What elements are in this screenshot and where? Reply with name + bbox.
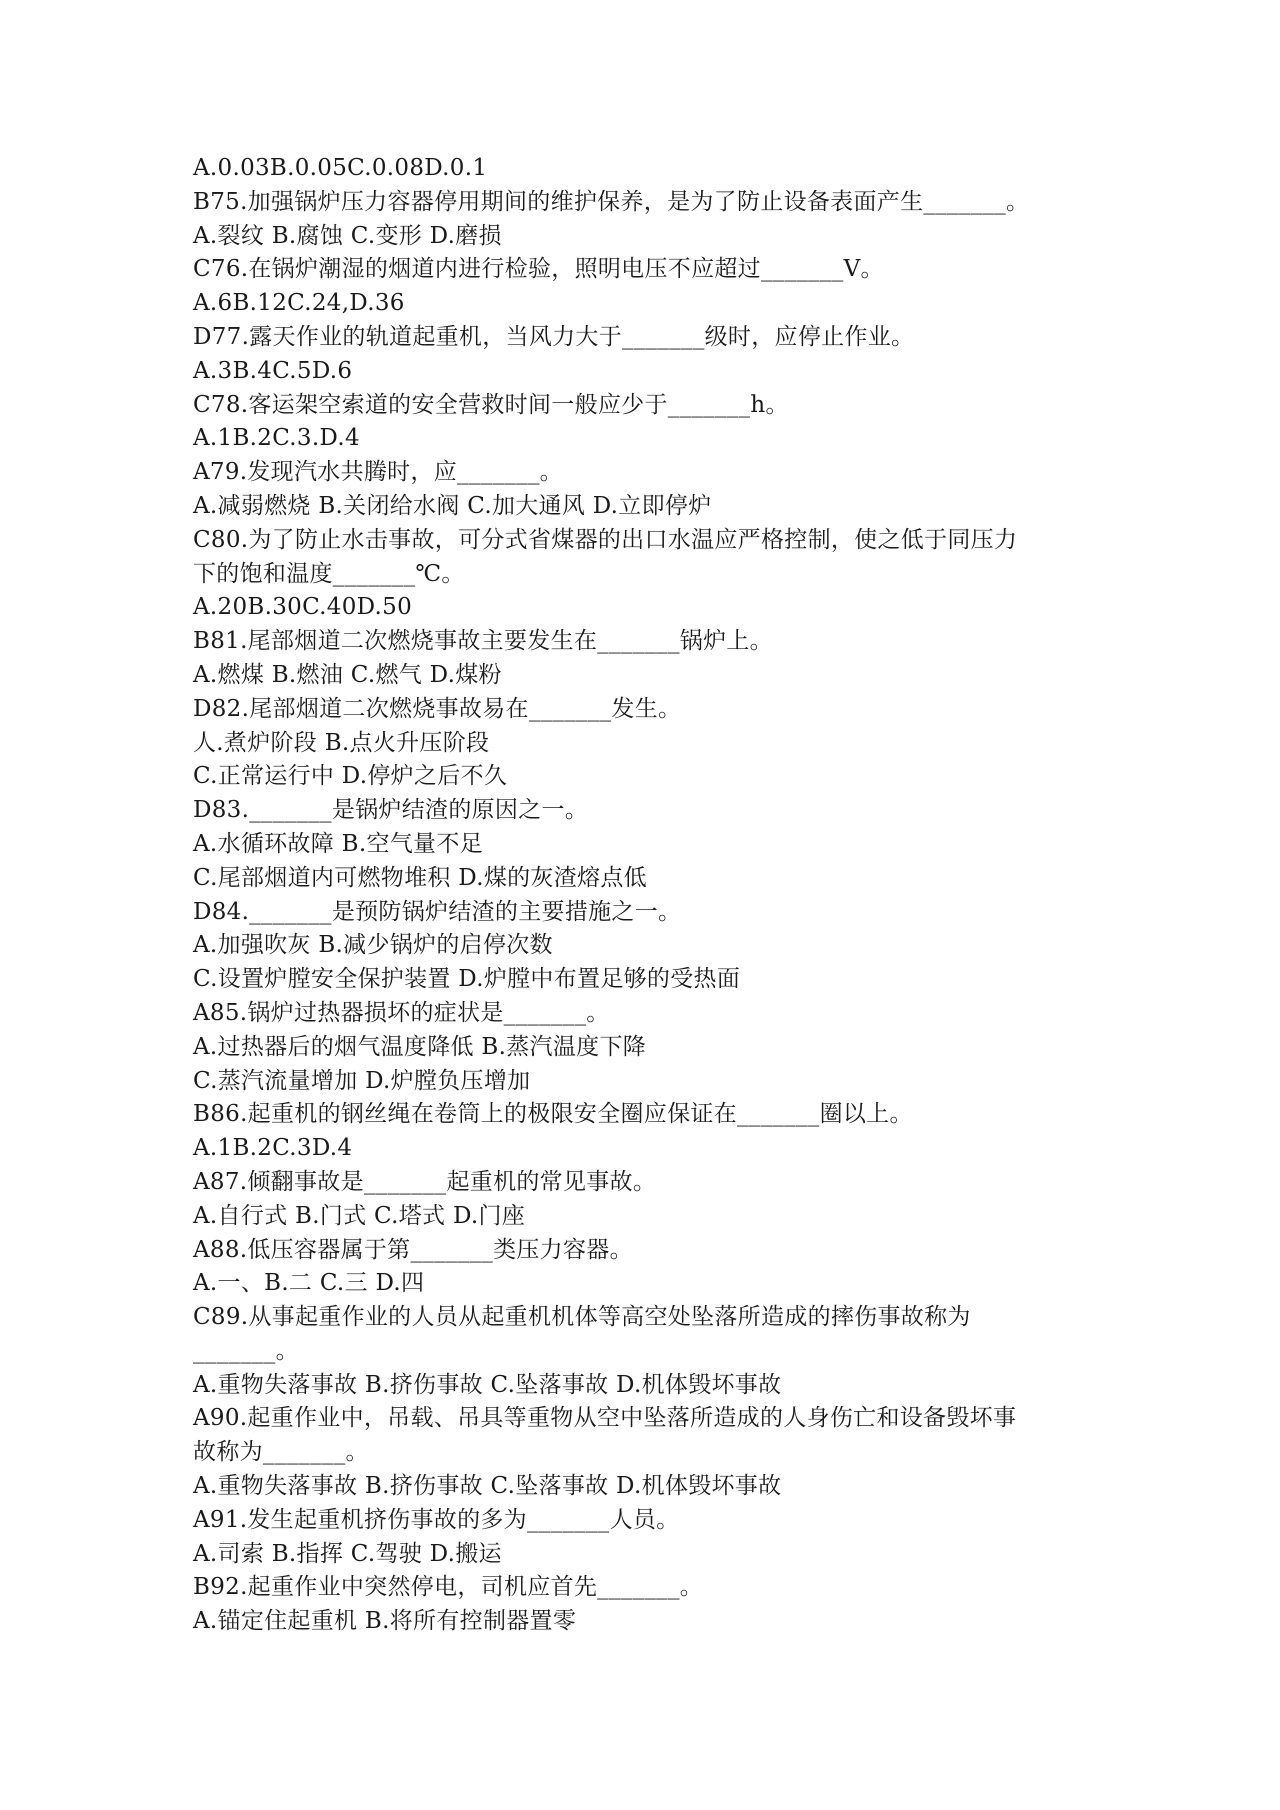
question-line: D83._______是锅炉结渣的原因之一。 [193,797,589,824]
options-line: A.3B.4C.5D.6 [193,357,353,384]
options-line: C.尾部烟道内可燃物堆积 D.煤的灰渣熔点低 [193,864,647,891]
options-line: A.自行式 B.门式 C.塔式 D.门座 [193,1202,526,1229]
options-line: A.减弱燃烧 B.关闭给水阀 C.加大通风 D.立即停炉 [193,492,712,519]
options-line: A.裂纹 B.腐蚀 C.变形 D.磨损 [193,222,502,249]
options-line: A.6B.12C.24,D.36 [193,290,405,317]
question-line: C80.为了防止水击事故，可分式省煤器的出口水温应严格控制，使之低于同压力 [193,526,1018,553]
question-line: C78.客运架空索道的安全营救时间一般应少于_______h。 [193,391,789,418]
document-page [193,152,1093,1639]
question-line: D82.尾部烟道二次燃烧事故易在_______发生。 [193,695,682,722]
options-line: A.水循环故障 B.空气量不足 [193,830,483,857]
options-line: A.过热器后的烟气温度降低 B.蒸汽温度下降 [193,1033,647,1060]
question-line: A91.发生起重机挤伤事故的多为_______人员。 [193,1506,680,1533]
question-line: C76.在锅炉潮湿的烟道内进行检验，照明电压不应超过_______V。 [193,256,884,283]
text-line: A.0.03B.0.05C.0.08D.0.1 [193,155,488,181]
options-line: A.1B.2C.3.D.4 [193,425,360,452]
options-line: A.1B.2C.3D.4 [193,1135,353,1162]
question-line: 故称为_______。 [193,1439,369,1466]
options-line: A.重物失落事故 B.挤伤事故 C.坠落事故 D.机体毁坏事故 [193,1371,782,1398]
question-line: A85.锅炉过热器损坏的症状是_______。 [193,999,610,1026]
options-line: A.重物失落事故 B.挤伤事故 C.坠落事故 D.机体毁坏事故 [193,1473,782,1500]
options-line: 人.煮炉阶段 B.点火升压阶段 [193,729,490,756]
options-line: C.正常运行中 D.停炉之后不久 [193,763,508,790]
options-line: A.锚定住起重机 B.将所有控制器置零 [193,1608,577,1635]
question-line: A88.低压容器属于第_______类压力容器。 [193,1236,633,1263]
question-line: D84._______是预防锅炉结渣的主要措施之一。 [193,898,682,925]
question-line: B92.起重作业中突然停电，司机应首先_______。 [193,1574,704,1601]
question-line: B86.起重机的钢丝绳在卷筒上的极限安全圈应保证在_______圈以上。 [193,1101,913,1128]
options-line: A.一、B.二 C.三 D.四 [193,1270,425,1297]
question-line: B81.尾部烟道二次燃烧事故主要发生在_______锅炉上。 [193,628,773,655]
question-line: C89.从事起重作业的人员从起重机机体等高空处坠落所造成的摔伤事故称为 [193,1304,971,1331]
options-line: A.20B.30C.40D.50 [193,594,413,621]
options-line: C.蒸汽流量增加 D.炉膛负压增加 [193,1067,531,1094]
question-line: A87.倾翻事故是_______起重机的常见事故。 [193,1168,657,1195]
options-line: C.设置炉膛安全保护装置 D.炉膛中布置足够的受热面 [193,966,741,993]
question-line: 下的饱和温度_______℃。 [193,560,465,587]
question-line: A79.发现汽水共腾时，应_______。 [193,459,563,486]
question-line: _______。 [193,1337,299,1364]
options-line: A.司索 B.指挥 C.驾驶 D.搬运 [193,1540,502,1567]
options-line: A.燃煤 B.燃油 C.燃气 D.煤粉 [193,661,502,688]
question-line: B75.加强锅炉压力容器停用期间的维护保养，是为了防止设备表面产生_______。 [193,188,1030,215]
question-line: A90.起重作业中，吊载、吊具等重物从空中坠落所造成的人身伤亡和设备毁坏事 [193,1405,1017,1432]
options-line: A.加强吹灰 B.减少锅炉的启停次数 [193,932,553,959]
question-line: D77.露天作业的轨道起重机，当风力大于_______级时，应停止作业。 [193,323,915,350]
